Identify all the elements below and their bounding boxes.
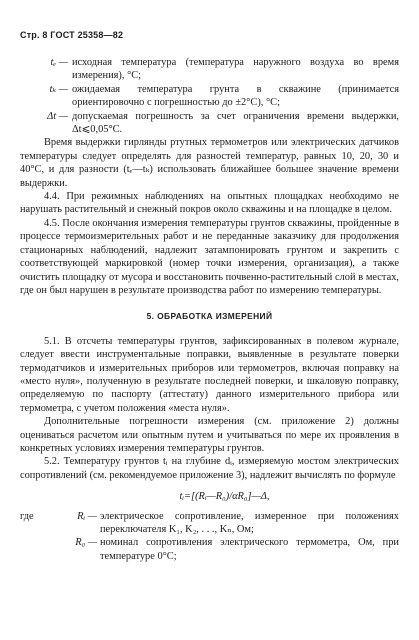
definition-symbol: tₑ — (50, 57, 68, 68)
definition-text: допускаемая погрешность за счет ограничения времени выдержки, Δt⩽0,05°С. (72, 110, 399, 136)
paragraph-4-4: 4.4. При режимных наблюдениях на опытных площадках необходимо не нарушать растительный и снежный покров около скважины и на площадке в целом. (20, 191, 399, 216)
document-body (20, 56, 399, 563)
where-text: номинал сопротивления электрического термометра, Ом, при температуре 0°С; (100, 537, 399, 562)
where-text: электрическое сопротивление, измеренное при положениях переключателя K₁, K₂, . . ., Kₙ, Ом; (100, 510, 399, 535)
paragraph-exposure-time: Время выдержки гирлянды ртутных термометров или электрических датчиков температуры следует определять для разностей температур, равных 10, 20, 30 и 40°С, и для разности (tₑ—tₖ) использовать ближайшее большее значение времени выдержки. (20, 137, 399, 189)
paragraph-5-1: 5.1. В отсчеты температуры грунтов, зафиксированных в полевом журнале, следует ввести инструментальные поправки, выявленные в результате поверки термодатчиков и измерительных приборов или термометров, включая поправку на «место нуля», полученную в результате последней поверки, и шкаловую поправку, определяемую по паспорту (аттестату) данного измерительного прибора или термометра, с учетом положения «места нуля». (20, 335, 399, 414)
formula: tᵢ=[(Rᵢ—R₀)/αR₀]—Δ, (179, 491, 270, 503)
section-title: 5. ОБРАБОТКА ИЗМЕРЕНИЙ (146, 311, 273, 322)
definition-text: ожидаемая температура грунта в скважине (принимается ориентировочно с погрешностью до ±2°С), °С; (72, 83, 399, 109)
definition-tk (20, 83, 399, 110)
paragraph-additional-errors: Дополнительные погрешности измерения (см. приложение 2) должны оцениваться расчетом или опытным путем и учитываться по мере их проявления в конкретных условиях измерения температуры грунтов. (20, 416, 399, 454)
definition-te (20, 56, 399, 83)
where-symbol: Rᵢ — (77, 510, 97, 522)
definition-symbol: tₖ — (49, 83, 68, 95)
where-label: где (20, 510, 34, 522)
where-definition-r0 (20, 536, 399, 563)
where-symbol: R₀ — (75, 537, 97, 549)
page-header: Стр. 8 ГОСТ 25358—82 (20, 30, 124, 40)
paragraph-5-2: 5.2. Температуру грунтов tᵢ на глубине dᵢ, измеряемую мостом электрических сопротивлений (см. рекомендуемое приложение 3), надлежит вычислять по формуле (20, 456, 399, 481)
where-definition-ri (20, 510, 399, 537)
paragraph-4-5: 4.5. После окончания измерения температуры грунтов скважины, пройденные в процессе термоизмерительных работ и не переданные заказчику для продолжения стационарных наблюдений, надлежит затампонировать грунтом и закрепить с соответствующей маркировкой (номер точки измерения, организация), а также очистить площадку от мусора и восстановить почвенно-растительный слой в местах, где он был нарушен в результате производства работ по измерению температуры. (20, 217, 399, 296)
definition-text: исходная температура (температура наружного воздуха во время измерения), °С; (72, 57, 399, 82)
definition-symbol: Δt — (47, 110, 68, 122)
definition-delta-t (20, 110, 399, 137)
